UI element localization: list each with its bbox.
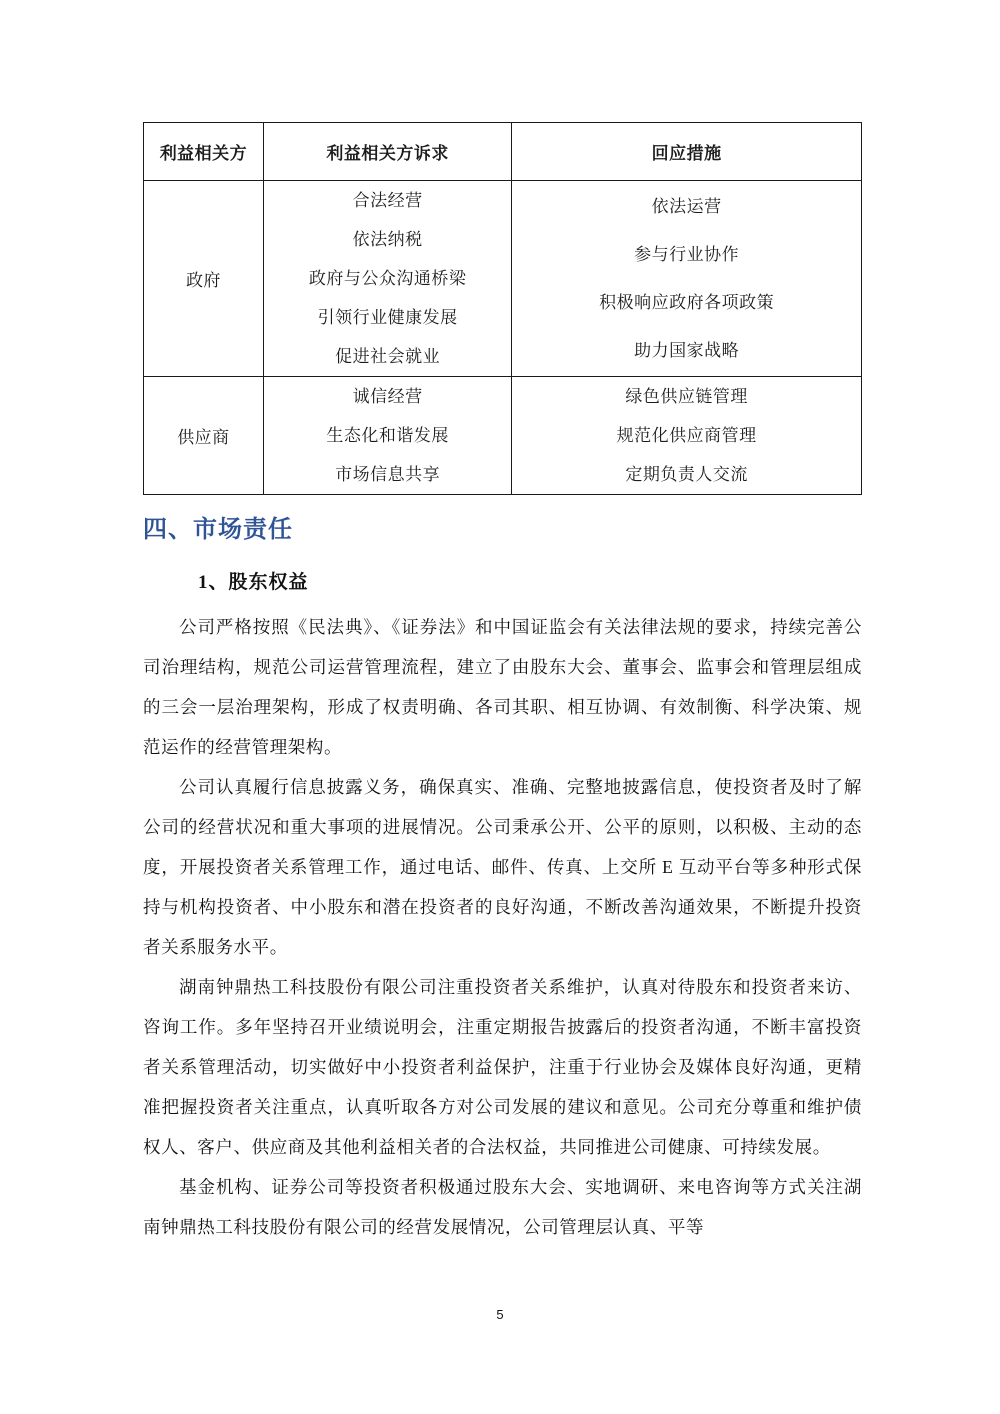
response-item: 积极响应政府各项政策 <box>599 292 775 312</box>
demand-item: 依法纳税 <box>352 230 423 249</box>
demand-item: 政府与公众沟通桥梁 <box>308 269 467 288</box>
document-page <box>143 0 862 1414</box>
section-heading: 四、市场责任 <box>143 517 293 543</box>
table-row-supplier <box>144 377 862 495</box>
demand-item: 合法经营 <box>352 191 423 210</box>
paragraph-disclosure: 公司认真履行信息披露义务，确保真实、准确、完整地披露信息，使投资者及时了解公司的经营状况和重大事项的进展情况。公司秉承公开、公平的原则，以积极、主动的态度，开展投资者关系管理工作，通过电话、邮件、传真、上交所 E 互动平台等多种形式保持与机构投资者、中小股东和潜在投资者的良好沟通，不断改善沟通效果，不断提升投资者关系服务水平。 <box>143 777 862 957</box>
paragraph-governance: 公司严格按照《民法典》、《证券法》和中国证监会有关法律法规的要求，持续完善公司治理结构，规范公司运营管理流程，建立了由股东大会、董事会、监事会和管理层组成的三会一层治理架构，形成了权责明确、各司其职、相互协调、有效制衡、科学决策、规范运作的经营管理架构。 <box>143 617 862 757</box>
response-item: 助力国家战略 <box>634 340 740 360</box>
header-demands: 利益相关方诉求 <box>263 123 511 181</box>
demand-item: 促进社会就业 <box>335 347 441 366</box>
responses-cell <box>512 181 862 377</box>
table-row-government <box>144 181 862 377</box>
stakeholder-cell: 政府 <box>144 181 264 377</box>
header-responses: 回应措施 <box>512 123 862 181</box>
response-item: 参与行业协作 <box>634 244 740 264</box>
response-item: 规范化供应商管理 <box>616 426 757 445</box>
demand-item: 引领行业健康发展 <box>317 308 458 327</box>
page-number: 5 <box>496 1307 504 1322</box>
responses-cell <box>512 377 862 495</box>
demands-cell <box>263 377 511 495</box>
demand-item: 诚信经营 <box>352 387 423 406</box>
demands-cell <box>263 181 511 377</box>
paragraph-investor-relations: 湖南钟鼎热工科技股份有限公司注重投资者关系维护，认真对待股东和投资者来访、咨询工作。多年坚持召开业绩说明会，注重定期报告披露后的投资者沟通，不断丰富投资者关系管理活动，切实做好中小投资者利益保护，注重于行业协会及媒体良好沟通，更精准把握投资者关注重点，认真听取各方对公司发展的建议和意见。公司充分尊重和维护债权人、客户、供应商及其他利益相关者的合法权益，共同推进公司健康、可持续发展。 <box>143 977 862 1157</box>
subsection-heading: 1、股东权益 <box>198 572 309 593</box>
body-text <box>143 607 862 1247</box>
paragraph-institutions: 基金机构、证券公司等投资者积极通过股东大会、实地调研、来电咨询等方式关注湖南钟鼎热工科技股份有限公司的经营发展情况，公司管理层认真、平等 <box>143 1177 862 1237</box>
response-item: 定期负责人交流 <box>625 465 748 484</box>
header-stakeholder: 利益相关方 <box>144 123 264 181</box>
demand-item: 生态化和谐发展 <box>326 426 449 445</box>
table-header-row <box>144 123 862 181</box>
stakeholder-cell: 供应商 <box>144 377 264 495</box>
response-item: 绿色供应链管理 <box>625 387 748 406</box>
demand-item: 市场信息共享 <box>335 465 441 484</box>
stakeholder-table <box>143 122 862 495</box>
response-item: 依法运营 <box>651 196 722 216</box>
